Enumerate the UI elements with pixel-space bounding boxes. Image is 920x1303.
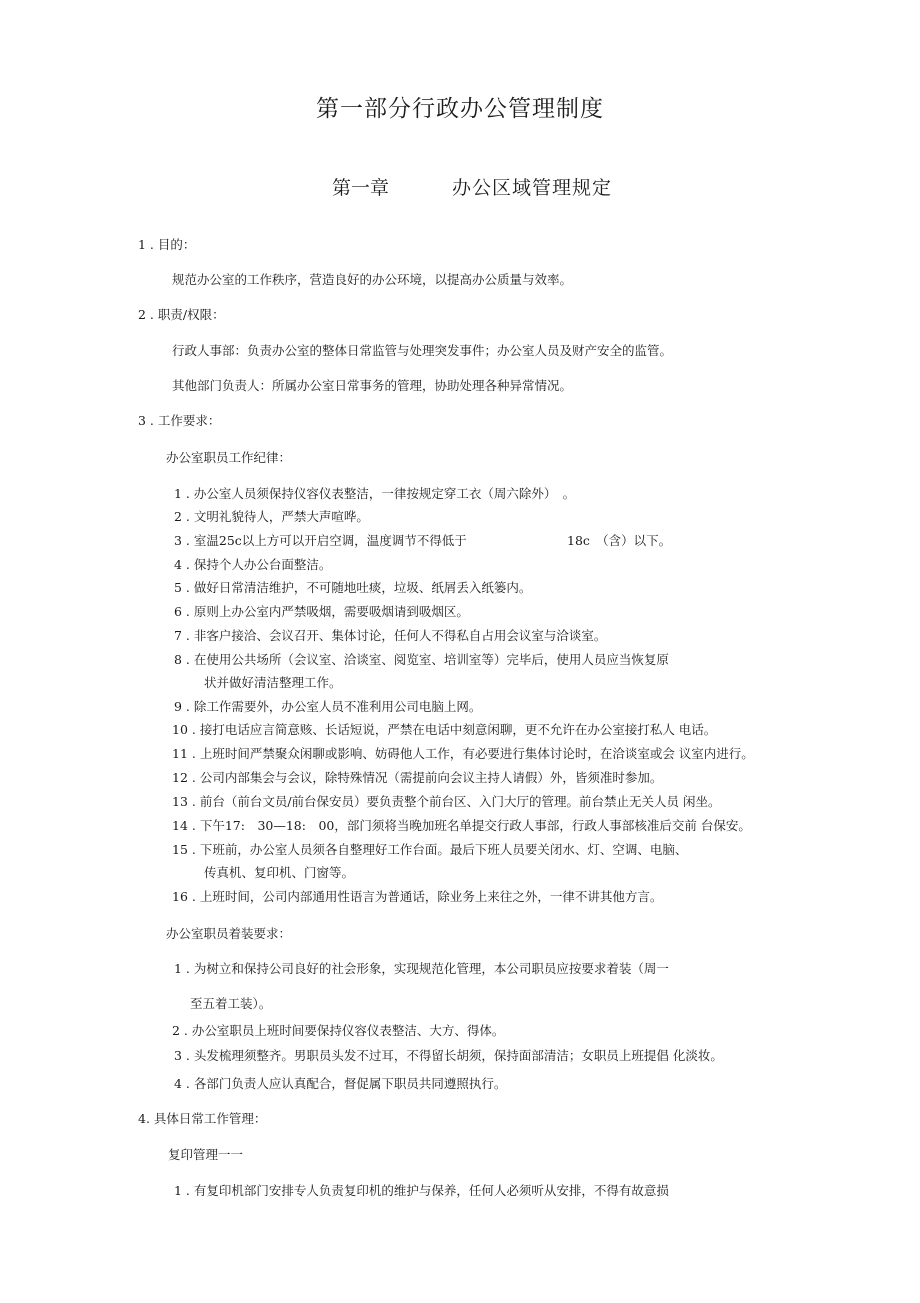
discipline-item: 14 . 下午17: 30—18: 00，部门须将当晚加班名单提交行政人事部，行政人事部核准后交前 台保安。 [172,818,751,833]
duties-hr: 行政人事部：负责办公室的整体日常监管与处理突发事件；办公室人员及财产安全的监管。 [172,343,673,358]
discipline-item: 6 . 原则上办公室内严禁吸烟，需要吸烟请到吸烟区。 [174,604,469,619]
dress-item: 3 . 头发梳理须整齐。男职员头发不过耳，不得留长胡须，保持面部清洁；女职员上班提倡 化淡妆。 [174,1048,723,1063]
copy-item: 1 . 有复印机部门安排专人负责复印机的维护与保养，任何人必须听从安排，不得有故意损 [174,1183,669,1198]
discipline-item: 16 . 上班时间，公司内部通用性语言为普通话，除业务上来往之外，一律不讲其他方言。 [172,889,663,904]
document-title: 第一部分行政办公管理制度 [316,96,604,122]
discipline-item-continued: 18c （含）以下。 [567,533,672,548]
section-heading-requirements: 3 . 工作要求： [138,413,221,428]
purpose-text: 规范办公室的工作秩序，营造良好的办公环境，以提高办公质量与效率。 [172,272,573,287]
section-heading-duties: 2 . 职责/权限： [138,307,225,322]
discipline-item: 5 . 做好日常清洁维护，不可随地吐痰，垃圾、纸屑丢入纸篓内。 [174,580,532,595]
discipline-item: 11 . 上班时间严禁聚众闲聊或影响、妨碍他人工作，有必要进行集体讨论时，在洽谈室或会 议室内进行。 [172,746,754,761]
discipline-item: 8 . 在使用公共场所（会议室、洽谈室、阅览室、培训室等）完毕后，使用人员应当恢复原 [174,652,669,667]
dress-item: 2 . 办公室职员上班时间要保持仪容仪表整洁、大方、得体。 [172,1023,505,1038]
discipline-item: 3 . 室温25c以上方可以开启空调，温度调节不得低于 [174,533,467,548]
discipline-item-continued: 状并做好清洁整理工作。 [204,675,342,690]
duties-other: 其他部门负责人：所属办公室日常事务的管理，协助处理各种异常情况。 [172,378,573,393]
discipline-heading: 办公室职员工作纪律： [166,450,292,465]
copy-heading: 复印管理一一 [168,1147,244,1162]
chapter-number: 第一章 [332,177,390,199]
section-heading-purpose: 1 . 目的： [138,237,196,252]
dress-item: 1 . 为树立和保持公司良好的社会形象，实现规范化管理，本公司职员应按要求着装（周一 [174,961,669,976]
dress-item-continued: 至五着工装）。 [190,996,272,1011]
dress-item: 4 . 各部门负责人应认真配合，督促属下职员共同遵照执行。 [174,1076,507,1091]
section-heading-daily: 4. 具体日常工作管理： [138,1111,267,1126]
discipline-item: 4 . 保持个人办公台面整洁。 [174,557,332,572]
discipline-item: 10 . 接打电话应言简意赅、长话短说，严禁在电话中刻意闲聊，更不允许在办公室接打私人 电话。 [172,722,717,737]
discipline-item: 13 . 前台（前台文员/前台保安员）要负责整个前台区、入门大厅的管理。前台禁止无关人员 闲坐。 [172,794,721,809]
discipline-item: 15 . 下班前，办公室人员须各自整理好工作台面。最后下班人员要关闭水、灯、空调、电脑、 [172,842,688,857]
discipline-item: 7 . 非客户接洽、会议召开、集体讨论，任何人不得私自占用会议室与洽谈室。 [174,628,607,643]
chapter-name: 办公区域管理规定 [452,177,613,199]
discipline-item: 12 . 公司内部集会与会议，除特殊情况（需提前向会议主持人请假）外，皆须准时参加。 [172,770,663,785]
dress-heading: 办公室职员着装要求： [166,926,292,941]
discipline-item: 2 . 文明礼貌待人，严禁大声喧哗。 [174,509,369,524]
discipline-item: 1 . 办公室人员须保持仪容仪表整洁，一律按规定穿工衣（周六除外） 。 [174,486,576,501]
discipline-item-continued: 传真机、复印机、门窗等。 [204,865,355,880]
discipline-item: 9 . 除工作需要外，办公室人员不准利用公司电脑上网。 [174,699,482,714]
